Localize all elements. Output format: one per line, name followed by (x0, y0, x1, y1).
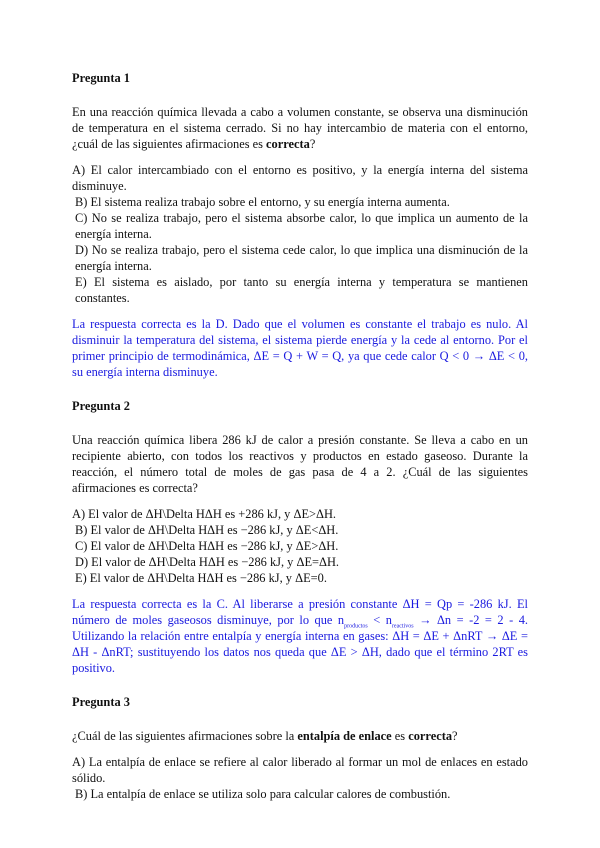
document-page (72, 70, 528, 802)
option-d: D) No se realiza trabajo, pero el sistema cede calor, lo que implica una disminución de la energía interna. (75, 243, 528, 273)
answer-text: < n (367, 613, 392, 627)
question-text: En una reacción química llevada a cabo a volumen constante, se observa una disminución de temperatura en el sistema cerrado. Si no hay intercambio de materia con el entorno, ¿cuál de las siguientes afirmaciones es (72, 105, 528, 151)
option-b: B) El sistema realiza trabajo sobre el entorno, y su energía interna aumenta. (75, 195, 450, 209)
question-3-title: Pregunta 3 (72, 695, 130, 709)
option-c: C) El valor de ΔH\Delta HΔH es −286 kJ, y ΔE>ΔH. (75, 539, 339, 553)
question-emphasis: correcta (408, 729, 453, 743)
question-1-answer: La respuesta correcta es la D. Dado que el volumen es constante el trabajo es nulo. Al disminuir la temperatura del sistema, el sistema pierde energía y la cede al entorno. Por el primer principio de termodinámica, ΔE = Q + W = Q, ya que cede calor Q < 0 → ΔE < 0, su energía interna disminuye. (72, 317, 528, 379)
question-2-title: Pregunta 2 (72, 399, 130, 413)
question-emphasis: entalpía de enlace (297, 729, 392, 743)
question-3-options (72, 754, 528, 802)
question-2-options (72, 506, 528, 586)
question-1 (72, 70, 528, 380)
question-1-title: Pregunta 1 (72, 71, 130, 85)
question-1-text (72, 104, 528, 152)
question-3 (72, 694, 528, 802)
answer-text: La respuesta correcta es la C. Al liberarse a presión constante ΔH = Qp = -286 kJ. El número de moles gaseosos disminuye, por lo que n (72, 597, 528, 627)
answer-text: → Δn = -2 = 2 - 4. Utilizando la relación entre entalpía y energía interna en gases: ΔH = ΔE + ΔnRT → ΔE = ΔH - ΔnRT; sustituyendo los datos nos queda que ΔE > ΔH, dado que el término 2RT es positivo. (72, 613, 528, 675)
question-text: ¿Cuál de las siguientes afirmaciones sobre la (72, 729, 298, 743)
option-b: B) El valor de ΔH\Delta HΔH es −286 kJ, y ΔE<ΔH. (75, 523, 339, 537)
question-3-text (72, 728, 528, 744)
question-end: ? (309, 137, 316, 151)
option-a: A) La entalpía de enlace se refiere al calor liberado al formar un mol de enlaces en estado sólido. (72, 755, 528, 785)
option-d: D) El valor de ΔH\Delta HΔH es −286 kJ, y ΔE=ΔH. (75, 555, 340, 569)
question-2-answer (72, 596, 528, 676)
subscript-reactants: reactivos (391, 623, 414, 630)
option-a: A) El calor intercambiado con el entorno es positivo, y la energía interna del sistema disminuye. (72, 163, 528, 193)
question-1-options (72, 162, 528, 306)
option-b: B) La entalpía de enlace se utiliza solo para calcular calores de combustión. (75, 787, 451, 801)
option-c: C) No se realiza trabajo, pero el sistema absorbe calor, lo que implica un aumento de la energía interna. (75, 211, 528, 241)
subscript-products: productos (344, 623, 368, 630)
question-2-text: Una reacción química libera 286 kJ de calor a presión constante. Se lleva a cabo en un recipiente abierto, con todos los reactivos y productos en estado gaseoso. Durante la reacción, el número total de moles de gas pasa de 4 a 2. ¿Cuál de las siguientes afirmaciones es correcta? (72, 433, 528, 495)
question-emphasis: correcta (266, 137, 310, 151)
option-a: A) El valor de ΔH\Delta HΔH es +286 kJ, y ΔE>ΔH. (72, 507, 337, 521)
option-e: E) El valor de ΔH\Delta HΔH es −286 kJ, y ΔE=0. (75, 571, 327, 585)
option-e: E) El sistema es aislado, por tanto su energía interna y temperatura se mantienen constantes. (75, 275, 528, 305)
question-2 (72, 398, 528, 676)
question-end: ? (452, 729, 458, 743)
question-text: es (391, 729, 409, 743)
